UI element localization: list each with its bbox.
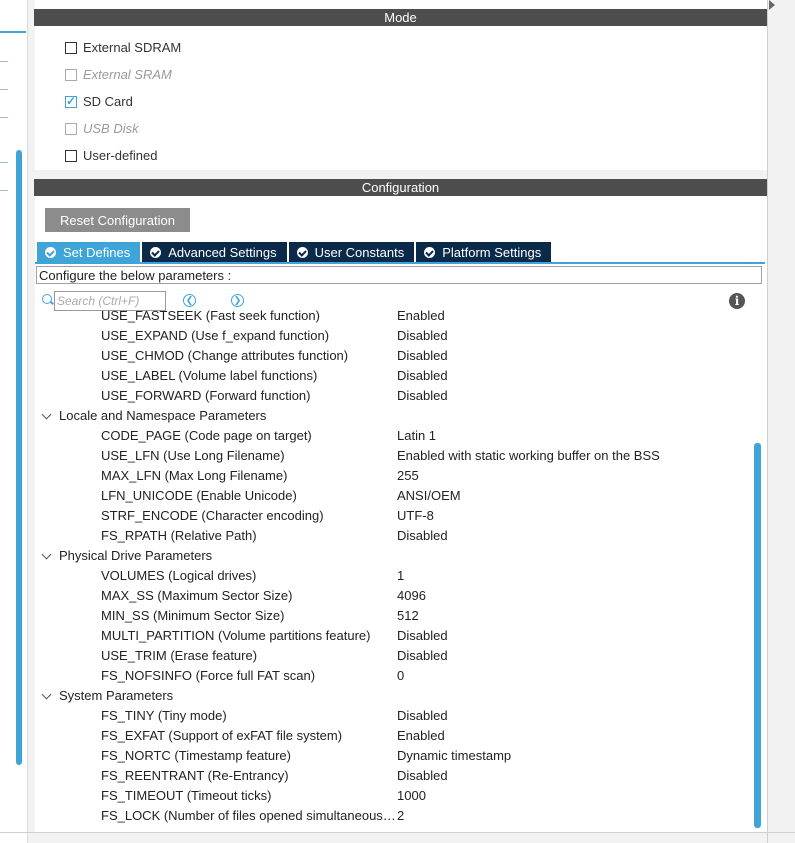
parameter-name: VOLUMES (Logical drives) [101,568,257,583]
tree-group-label: Physical Drive Parameters [59,548,213,563]
config-description: Configure the below parameters : [36,266,762,284]
tab-underline [35,262,765,264]
mode-option-label: SD Card [83,94,133,109]
parameter-value: Disabled [397,768,448,783]
parameter-row[interactable] [35,386,753,406]
mode-option [65,121,139,136]
parameter-name: CODE_PAGE (Code page on target) [101,428,312,443]
mode-option[interactable] [65,40,181,55]
chevron-down-icon[interactable] [42,690,52,700]
parameter-row[interactable] [35,466,753,486]
parameter-row[interactable] [35,786,753,806]
parameter-name: LFN_UNICODE (Enable Unicode) [101,488,297,503]
left-panel-mark [0,190,8,191]
bottom-divider [0,832,795,833]
tab-user-constants[interactable] [289,242,415,262]
parameter-name: FS_TIMEOUT (Timeout ticks) [101,788,272,803]
parameter-name: FS_LOCK (Number of files opened simultaneous… [101,808,396,823]
mode-option[interactable] [65,94,133,109]
parameter-name: USE_LABEL (Volume label functions) [101,368,318,383]
parameter-row[interactable] [35,486,753,506]
parameter-name: FS_RPATH (Relative Path) [101,528,257,543]
mode-option[interactable] [65,148,157,163]
left-panel-mark [0,162,8,163]
parameter-value: 512 [397,608,419,623]
parameter-tree [35,308,753,829]
parameter-value: 1 [397,568,405,583]
tab-set-defines[interactable] [37,242,140,262]
search-prev-icon[interactable]: ❮ [183,294,196,307]
mode-option-checkbox[interactable] [65,42,77,54]
parameter-value: Dynamic timestamp [397,748,512,763]
parameter-name: FS_NORTC (Timestamp feature) [101,748,291,763]
parameter-value: 4096 [397,588,426,603]
parameter-name: FS_TINY (Tiny mode) [101,708,227,723]
mode-option-checkbox[interactable] [65,150,77,162]
parameter-row[interactable] [35,566,753,586]
info-icon[interactable]: i [729,293,745,309]
parameter-value: ANSI/OEM [397,488,461,503]
parameter-value: Disabled [397,528,448,543]
parameter-name: USE_FASTSEEK (Fast seek function) [101,308,320,323]
mode-option-label: User-defined [83,148,158,163]
parameter-name: MULTI_PARTITION (Volume partitions feature) [101,628,371,643]
parameter-row[interactable] [35,746,753,766]
tree-scrollbar-thumb[interactable] [754,443,761,828]
search-next-icon[interactable]: ❯ [231,294,244,307]
tree-group[interactable] [35,406,753,426]
check-circle-icon [45,247,56,258]
parameter-name: USE_TRIM (Erase feature) [101,648,258,663]
parameter-name: USE_LFN (Use Long Filename) [101,448,285,463]
parameter-value: UTF-8 [397,508,434,523]
parameter-value: Disabled [397,708,448,723]
parameter-name: MIN_SS (Minimum Sector Size) [101,608,285,623]
chevron-down-icon[interactable] [42,550,52,560]
config-tabs [37,242,553,262]
parameter-value: 1000 [397,788,426,803]
parameter-row[interactable] [35,326,753,346]
parameter-row[interactable] [35,646,753,666]
expand-arrow-icon[interactable] [769,0,775,10]
mode-option-label: External SRAM [83,67,172,82]
parameter-name: FS_REENTRANT (Re-Entrancy) [101,768,289,783]
parameter-value: Disabled [397,648,448,663]
parameter-row[interactable] [35,366,753,386]
parameter-value: 0 [397,668,405,683]
parameter-value: Disabled [397,328,448,343]
tab-label: User Constants [314,244,405,260]
parameter-row[interactable] [35,666,753,686]
tree-group[interactable] [35,686,753,706]
parameter-row[interactable] [35,726,753,746]
parameter-value: Disabled [397,628,448,643]
parameter-value: Latin 1 [397,428,437,443]
right-gutter [767,0,795,843]
parameter-name: STRF_ENCODE (Character encoding) [101,508,324,523]
parameter-row[interactable] [35,766,753,786]
tab-label: Set Defines [63,244,131,260]
mode-option [65,67,172,82]
chevron-down-icon[interactable] [42,410,52,420]
mode-option-label: External SDRAM [83,40,182,55]
parameter-name: MAX_LFN (Max Long Filename) [101,468,288,483]
parameter-row[interactable] [35,706,753,726]
check-circle-icon [424,247,435,258]
check-circle-icon [150,247,161,258]
parameter-row[interactable] [35,426,753,446]
left-panel-accent [0,31,26,33]
tab-advanced-settings[interactable] [142,242,286,262]
parameter-row[interactable] [35,506,753,526]
tab-label: Platform Settings [442,244,542,260]
parameter-row[interactable] [35,446,753,466]
parameter-row[interactable] [35,526,753,546]
left-panel [0,0,28,843]
configuration-header: Configuration [34,179,767,196]
parameter-value: Disabled [397,348,448,363]
left-panel-mark [0,89,8,90]
parameter-value: Disabled [397,368,448,383]
parameter-name: MAX_SS (Maximum Sector Size) [101,588,293,603]
left-panel-mark [0,117,8,118]
parameter-name: FS_NOFSINFO (Force full FAT scan) [101,668,316,683]
tree-group-label: System Parameters [59,688,174,703]
parameter-name: USE_EXPAND (Use f_expand function) [101,328,330,343]
search-icon [42,294,52,304]
parameter-value: Enabled [397,308,445,323]
parameter-value: Enabled [397,728,445,743]
parameter-name: USE_FORWARD (Forward function) [101,388,311,403]
check-circle-icon [297,247,308,258]
parameter-name: FS_EXFAT (Support of exFAT file system) [101,728,343,743]
mode-option-checkbox[interactable] [65,96,77,108]
parameter-row[interactable] [35,306,753,326]
parameter-row[interactable] [35,346,753,366]
parameter-row[interactable] [35,626,753,646]
parameter-value: 2 [397,808,405,823]
mode-option-label: USB Disk [83,121,139,136]
parameter-row[interactable] [35,606,753,626]
parameter-row[interactable] [35,806,753,826]
parameter-value: 255 [397,468,419,483]
tab-label: Advanced Settings [168,244,277,260]
tree-group[interactable] [35,546,753,566]
parameter-value: Disabled [397,388,448,403]
parameter-row[interactable] [35,586,753,606]
mode-header: Mode [34,9,767,26]
tree-group-label: Locale and Namespace Parameters [59,408,267,423]
reset-configuration-button[interactable]: Reset Configuration [45,208,190,232]
tab-platform-settings[interactable] [416,242,551,262]
parameter-name: USE_CHMOD (Change attributes function) [101,348,349,363]
mode-option-checkbox [65,69,77,81]
parameter-value: Enabled with static working buffer on the BSS [397,448,660,463]
left-scrollbar[interactable] [16,150,22,765]
left-panel-mark [0,61,8,62]
mode-option-checkbox [65,123,77,135]
